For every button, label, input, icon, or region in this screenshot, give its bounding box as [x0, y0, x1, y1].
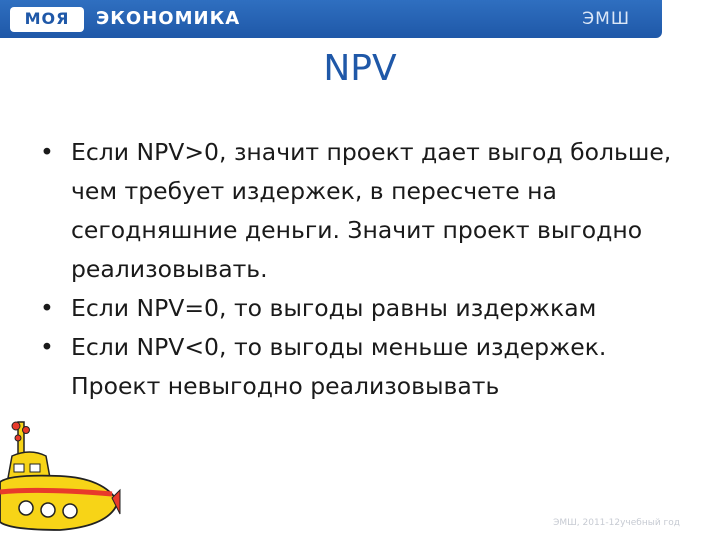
bullet-item — [40, 328, 680, 406]
bullet-icon: • — [40, 138, 54, 166]
bullet-item — [40, 133, 680, 289]
bullet-text: Если NPV=0, то выгоды равны издержкам — [71, 294, 597, 322]
brand-title: ЭКОНОМИКА — [96, 8, 241, 29]
bullet-list — [40, 133, 680, 406]
bullet-item — [40, 289, 680, 328]
logo-badge — [10, 7, 84, 32]
yellow-submarine-icon — [0, 418, 122, 540]
top-banner — [0, 0, 662, 38]
brand-abbreviation: ЭМШ — [582, 9, 630, 29]
bullet-icon: • — [40, 294, 54, 322]
footer-note: ЭМШ, 2011-12учебный год — [553, 518, 680, 528]
bullet-text: Если NPV<0, то выгоды меньше издержек. Проект невыгодно реализовывать — [71, 333, 607, 400]
bullet-icon: • — [40, 333, 54, 361]
bullet-text: Если NPV>0, значит проект дает выгод больше, чем требует издержек, в пересчете на сегодняшние деньги. Значит проект выгодно реализовывать. — [71, 138, 672, 283]
slide-title: NPV — [323, 48, 397, 89]
logo-text: МОЯ — [24, 9, 70, 28]
